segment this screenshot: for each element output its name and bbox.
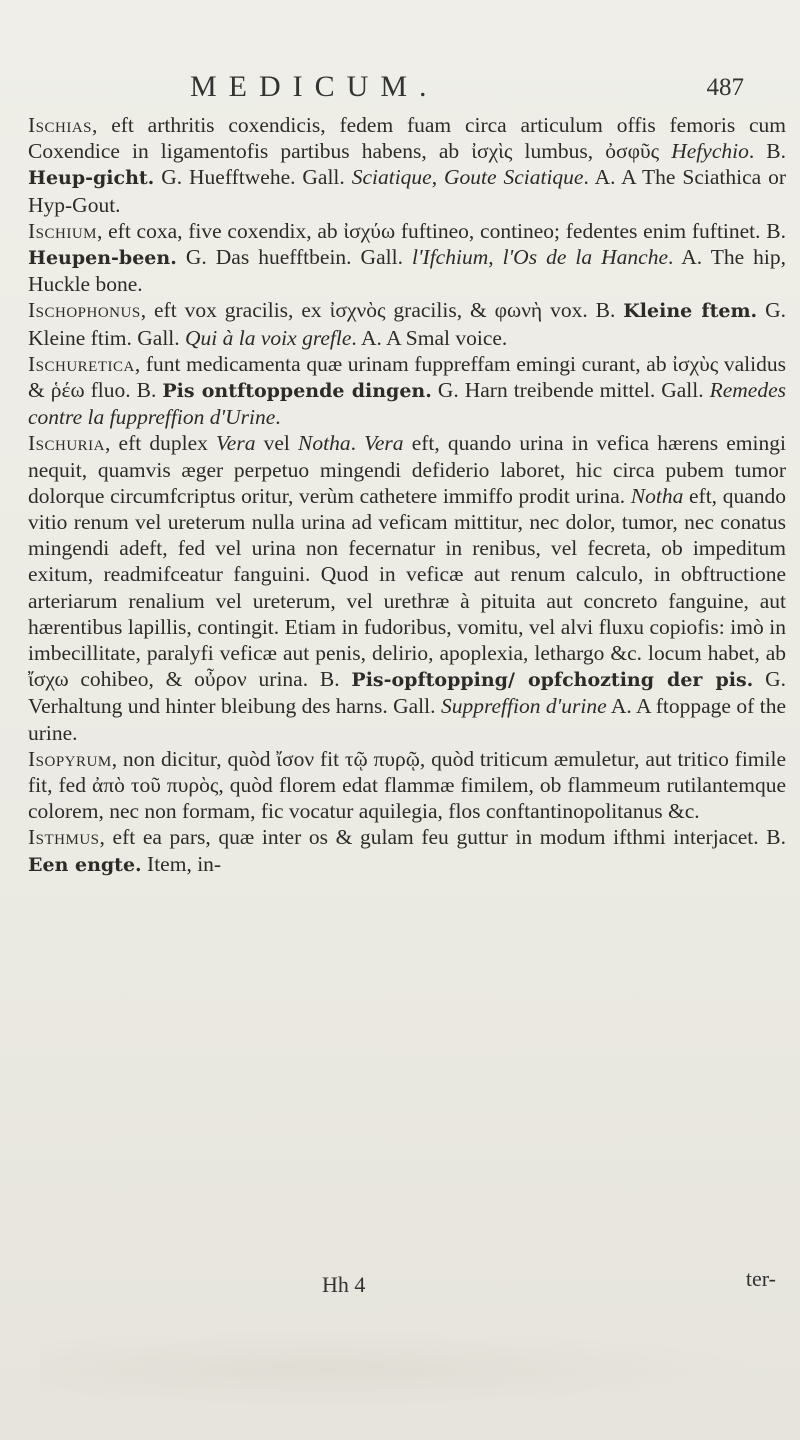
paper-stain bbox=[40, 1330, 760, 1410]
dictionary-text bbox=[28, 112, 786, 878]
catchword: ter- bbox=[745, 1266, 776, 1291]
entry-ischophonus: Ischophonus, eft vox gracilis, ex ἰσχνὸς gracilis, & φωνὴ vox. B. Kleine ftem. G. Kleine ftim. Gall. Qui à la voix grefle. A. A Smal voice. bbox=[28, 298, 787, 350]
entry-headword: Ischophonus bbox=[28, 298, 141, 323]
entry-headword: Ischium bbox=[28, 218, 98, 243]
entry-isopyrum: Isopyrum, non dicitur, quòd ἴσον fit τῷ πυρῷ, quòd triticum æmuletur, aut tritico fimile fit, fed ἀπὸ τοῦ πυρὸς, quòd florem edat flammæ fimilem, ob flammeum rutilantemque colorem, nec non formam, fic vocatur aquilegia, flos conftantinopolitanus &c. bbox=[28, 746, 786, 824]
entry-isthmus: Isthmus, eft ea pars, quæ inter os & gulam feu guttur in modum ifthmi interjacet. B. Een engte. Item, in- bbox=[28, 825, 786, 876]
page-header bbox=[0, 70, 800, 110]
entry-ischuretica: Ischuretica, funt medicamenta quæ urinam fuppreffam emingi curant, ab ἰσχὺς validus & ῥέω fluo. B. Pis ontftoppende dingen. G. Harn treibende mittel. Gall. Remedes contre la fuppreffion d'Urine. bbox=[28, 351, 786, 430]
page-footer bbox=[0, 1266, 800, 1302]
running-title: MEDICUM. bbox=[190, 70, 439, 103]
entry-headword: Ischias bbox=[28, 113, 93, 137]
entry-headword: Isopyrum bbox=[28, 746, 112, 771]
entry-headword: Isthmus bbox=[28, 825, 100, 850]
entry-ischuria: Ischuria, eft duplex Vera vel Notha. Vera eft, quando urina in vefica hærens emingi nequit, quamvis æger perpetuo mingendi defiderio laboret, hic circa pubem tumor dolorque circumfcriptus oritur, verùm cathetere immiffo prodit urina. Notha eft, quando vitio renum vel ureterum nulla urina ad veficam mittitur, nec dolor, tumor, nec conatus mingendi adeft, fed vel urina non fecernatur in renibus, vel fecreta, ob impeditum exitum, readmifceatur fanguini. Quod in veficæ aut renum calculo, in obftructione arteriarum renalium vel ureterum, vel urethræ à pituita aut concreto fanguine, aut hærentibus lapillis, contingit. Etiam in fudoribus, vomitu, vel alvi fluxu copiofis: imò in imbecillitate, paralyfi veficæ aut penis, delirio, apoplexia, lethargo &c. locum habet, ab ἴσχω cohibeo, & οὖρον urina. B. Pis-opftopping/ opfchozting der pis. G. Verhaltung und hinter bleibung des harns. Gall. Suppreffion d'urine A. A ftoppage of the urine. bbox=[28, 431, 786, 745]
entry-headword: Ischuretica bbox=[28, 351, 135, 376]
page-number: 487 bbox=[706, 74, 744, 101]
signature-mark: Hh 4 bbox=[322, 1272, 366, 1297]
entry-ischias: Ischias, eft arthritis coxendicis, fedem fuam circa articulum offis femoris cum Coxendice in ligamentofis partibus habens, ab ἰσχὶς lumbus, ὀσφῦς Hefychio. B. Heup-gicht. G. Huefftwehe. Gall. Sciatique, Goute Sciatique. A. A The Sciathica or Hyp-Gout. bbox=[28, 113, 787, 217]
entry-ischium: Ischium, eft coxa, five coxendix, ab ἰσχύω fuftineo, contineo; fedentes enim fuftinet. B. Heupen-been. G. Das huefftbein. Gall. l'Ifchium, l'Os de la Hanche. A. The hip, Huckle bone. bbox=[28, 218, 787, 297]
entry-headword: Ischuria bbox=[28, 431, 106, 456]
